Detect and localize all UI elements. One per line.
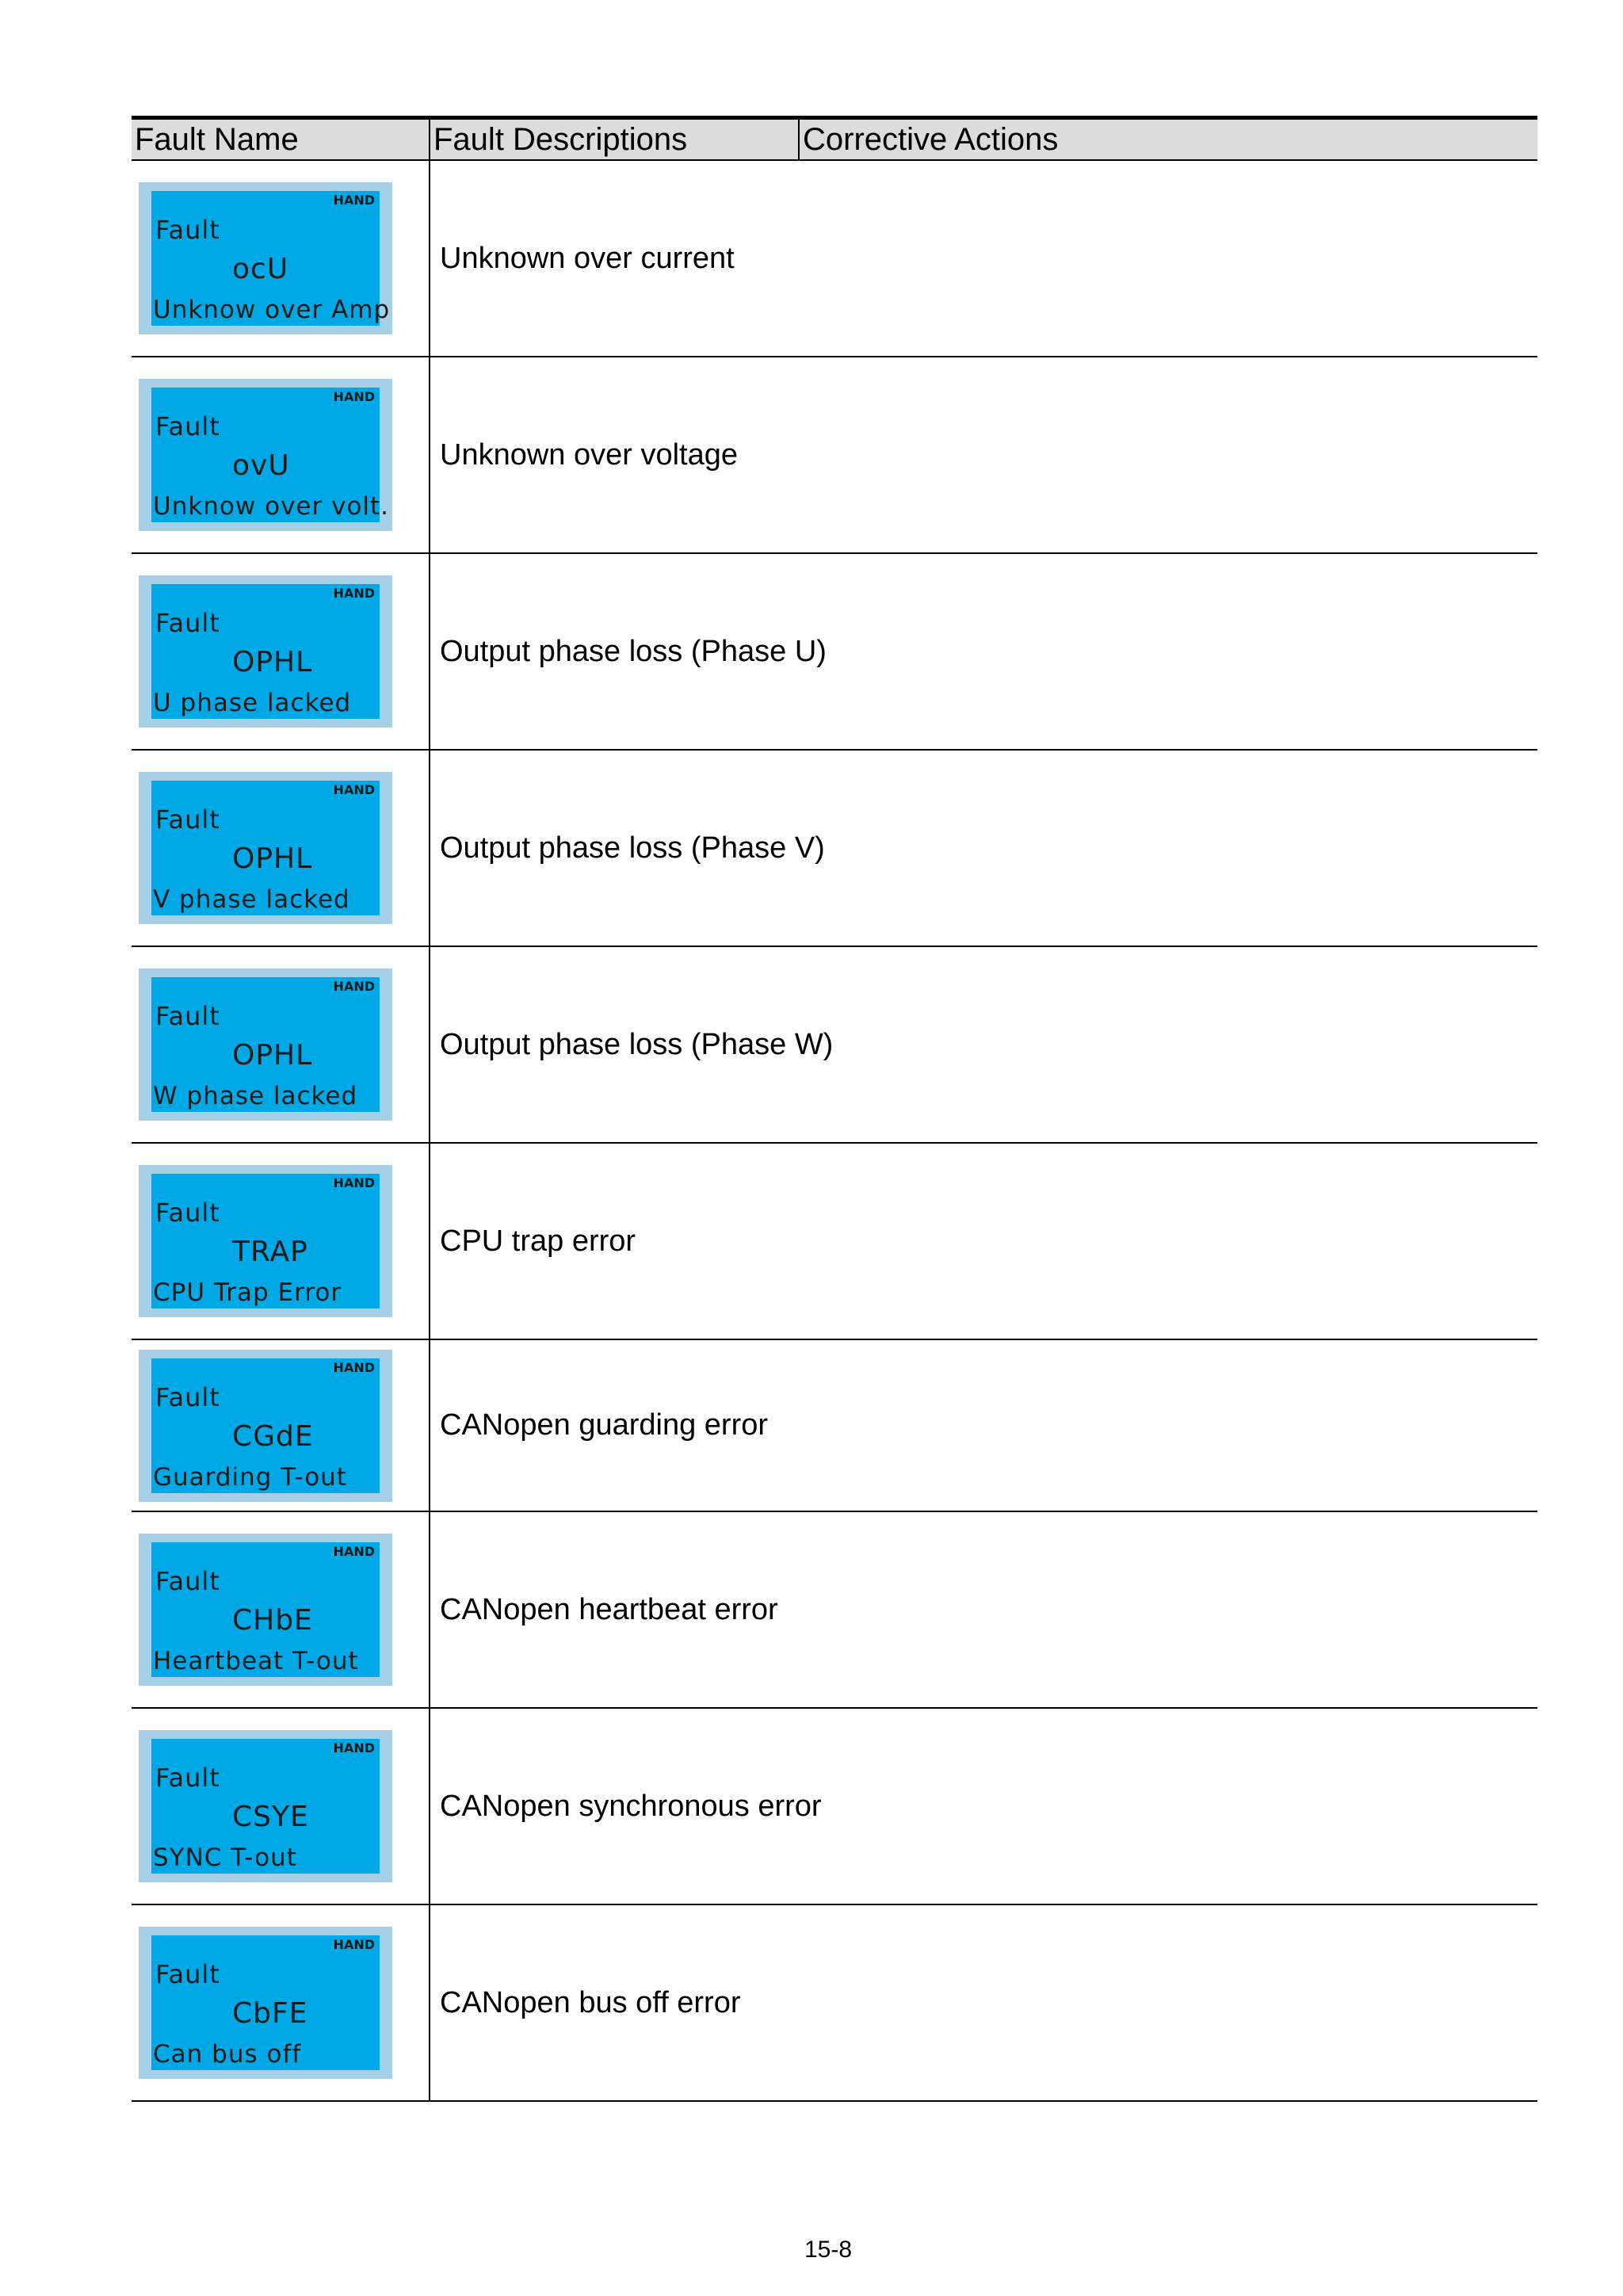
lcd-screen [151, 1739, 380, 1874]
lcd-fault-label: Fault [155, 1566, 220, 1596]
header-fault-name: Fault Name [132, 118, 430, 161]
fault-name-cell [132, 1143, 430, 1339]
lcd-screen [151, 191, 391, 326]
page-number: 15-8 [804, 2237, 853, 2263]
corrective-actions [799, 1708, 1537, 1904]
fault-name-cell [132, 1511, 430, 1708]
lcd-fault-code: ovU [232, 449, 290, 482]
corrective-actions [799, 160, 1537, 357]
table-row [132, 1339, 1537, 1511]
corrective-actions [799, 1143, 1537, 1339]
lcd-fault-label: Fault [155, 804, 220, 835]
header-fault-descriptions: Fault Descriptions [430, 118, 799, 161]
keypad-display [139, 379, 392, 531]
corrective-actions [799, 750, 1537, 946]
lcd-fault-message: U phase lacked [153, 689, 352, 717]
fault-description: Unknown over voltage [430, 357, 799, 553]
lcd-mode-label: HAND [333, 586, 375, 601]
lcd-fault-code: ocU [232, 253, 289, 285]
lcd-fault-label: Fault [155, 411, 220, 441]
lcd-screen [151, 977, 380, 1112]
lcd-screen [151, 1542, 380, 1677]
fault-description: CANopen heartbeat error [430, 1511, 799, 1708]
lcd-mode-label: HAND [333, 979, 375, 994]
lcd-screen [151, 1174, 380, 1308]
lcd-screen [151, 1935, 380, 2070]
lcd-screen [151, 388, 390, 522]
lcd-fault-code: CHbE [232, 1604, 313, 1637]
lcd-fault-message: SYNC T-out [153, 1843, 297, 1872]
keypad-display [139, 1730, 392, 1882]
lcd-screen [151, 781, 380, 915]
fault-name-cell [132, 553, 430, 750]
lcd-fault-message: Unknow over volt. [153, 492, 390, 521]
lcd-mode-label: HAND [333, 1359, 375, 1375]
lcd-fault-label: Fault [155, 1198, 220, 1228]
lcd-mode-label: HAND [333, 1740, 375, 1755]
lcd-fault-label: Fault [155, 1001, 220, 1031]
lcd-mode-label: HAND [333, 1937, 375, 1952]
lcd-fault-code: CbFE [232, 1997, 308, 2030]
fault-description: CPU trap error [430, 1143, 799, 1339]
lcd-screen [151, 584, 380, 719]
header-corrective-actions: Corrective Actions [799, 118, 1537, 161]
lcd-fault-label: Fault [155, 1763, 220, 1793]
fault-description: CANopen bus off error [430, 1904, 799, 2101]
lcd-fault-code: TRAP [232, 1236, 308, 1268]
fault-description: Unknown over current [430, 160, 799, 357]
lcd-mode-label: HAND [333, 782, 375, 797]
lcd-fault-message: W phase lacked [153, 1082, 358, 1110]
table-row [132, 160, 1537, 357]
table-row [132, 1143, 1537, 1339]
table-row [132, 946, 1537, 1143]
lcd-mode-label: HAND [333, 1175, 375, 1190]
fault-name-cell [132, 357, 430, 553]
corrective-actions [799, 1339, 1537, 1511]
lcd-mode-label: HAND [333, 193, 375, 208]
lcd-mode-label: HAND [333, 389, 375, 404]
lcd-fault-message: Unknow over Amp [153, 296, 391, 324]
table-row [132, 1511, 1537, 1708]
lcd-fault-code: OPHL [232, 842, 313, 875]
fault-description: Output phase loss (Phase W) [430, 946, 799, 1143]
fault-description: CANopen guarding error [430, 1339, 799, 1511]
keypad-display [139, 968, 392, 1121]
table-header-row [132, 118, 1537, 161]
fault-name-cell [132, 946, 430, 1143]
fault-name-cell [132, 1904, 430, 2101]
lcd-fault-message: Guarding T-out [153, 1462, 347, 1492]
lcd-fault-code: OPHL [232, 1039, 313, 1072]
corrective-actions [799, 946, 1537, 1143]
lcd-mode-label: HAND [333, 1544, 375, 1559]
lcd-fault-message: CPU Trap Error [153, 1278, 342, 1307]
fault-description: CANopen synchronous error [430, 1708, 799, 1904]
keypad-display [139, 772, 392, 924]
corrective-actions [799, 1511, 1537, 1708]
lcd-fault-label: Fault [155, 1381, 220, 1412]
fault-name-cell [132, 160, 430, 357]
fault-name-cell [132, 1708, 430, 1904]
corrective-actions [799, 1904, 1537, 2101]
lcd-fault-label: Fault [155, 1959, 220, 1989]
table-row [132, 1708, 1537, 1904]
keypad-display [139, 1534, 392, 1686]
keypad-display [139, 1165, 392, 1317]
keypad-display [139, 182, 392, 334]
table-row [132, 750, 1537, 946]
lcd-fault-label: Fault [155, 215, 220, 245]
table-row [132, 553, 1537, 750]
keypad-display [139, 1927, 392, 2079]
table-row [132, 357, 1537, 553]
fault-name-cell [132, 1339, 430, 1511]
lcd-fault-message: V phase lacked [153, 885, 350, 914]
lcd-screen [151, 1358, 380, 1493]
lcd-fault-message: Heartbeat T-out [153, 1647, 359, 1675]
keypad-display [139, 575, 392, 728]
lcd-fault-code: OPHL [232, 646, 313, 678]
lcd-fault-code: CSYE [232, 1801, 309, 1833]
lcd-fault-label: Fault [155, 608, 220, 638]
fault-table [132, 116, 1537, 2102]
fault-description: Output phase loss (Phase V) [430, 750, 799, 946]
keypad-display [139, 1350, 392, 1502]
corrective-actions [799, 553, 1537, 750]
fault-name-cell [132, 750, 430, 946]
corrective-actions [799, 357, 1537, 553]
fault-description: Output phase loss (Phase U) [430, 553, 799, 750]
lcd-fault-code: CGdE [232, 1419, 314, 1453]
lcd-fault-message: Can bus off [153, 2040, 302, 2069]
table-row [132, 1904, 1537, 2101]
